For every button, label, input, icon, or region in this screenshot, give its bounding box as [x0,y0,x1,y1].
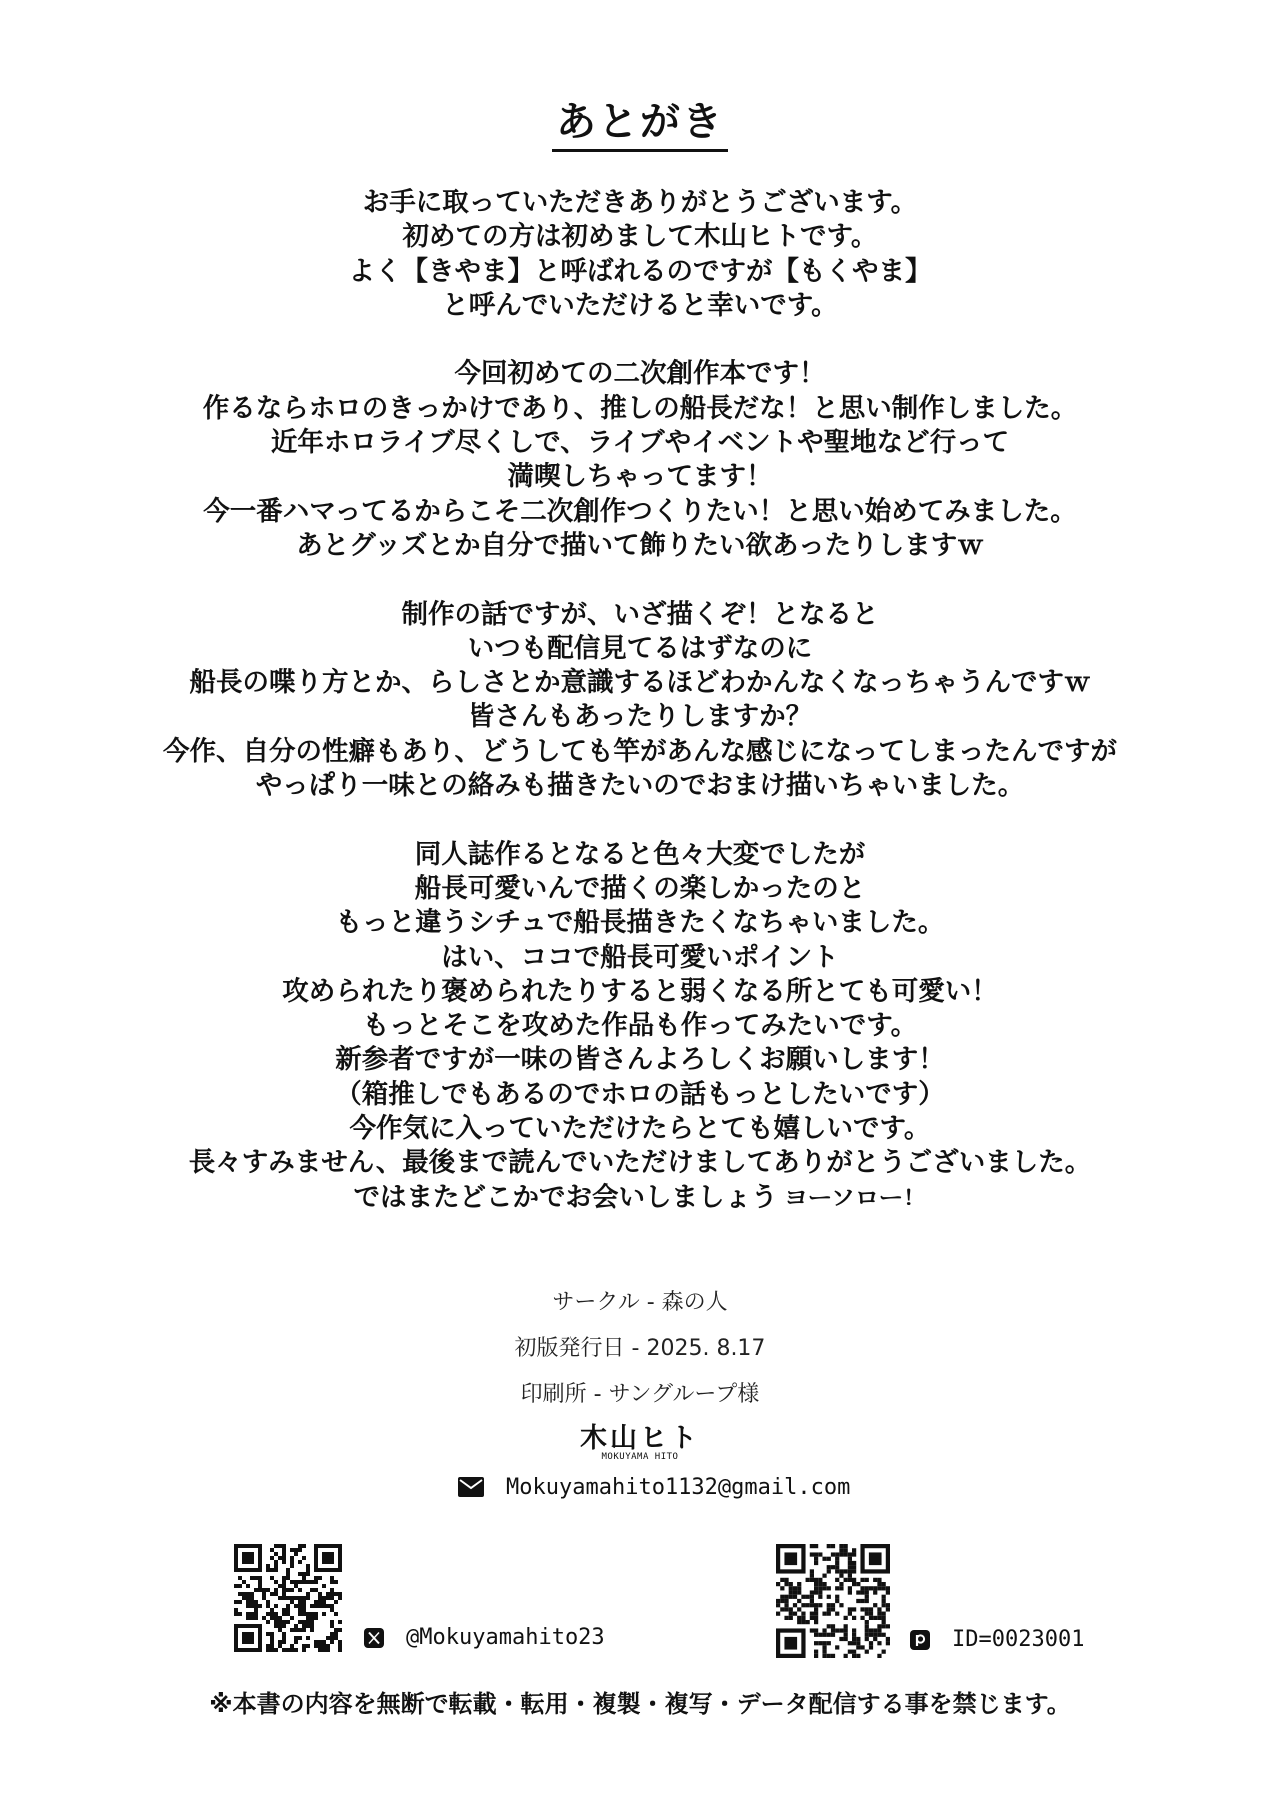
text-line: いつも配信見てるはずなのに [467,632,813,664]
text-line: 皆さんもあったりしますか？ [467,701,813,733]
afterword-body [60,186,1220,1249]
text-line: 今回初めての二次創作本です！ [454,358,826,390]
mail-icon [458,1477,484,1497]
text-line: 新参者ですが一味の皆さんよろしくお願いします！ [335,1044,945,1076]
qr-code-icon[interactable] [234,1544,342,1652]
text-line: はい、ココで船長可愛いポイント [441,941,839,973]
author-romanized: MOKUYAMA HITO [601,1452,679,1462]
text-line: 同人誌作るとなると色々大変でしたが [414,838,866,870]
text-line: 近年ホロライブ尽くしで、ライブやイベントや聖地など行って [270,427,1010,459]
text-line: 今作気に入っていただけたらとても嬉しいです。 [349,1113,931,1145]
text-line: 制作の話ですが、いざ描くぞ！となると [401,598,879,630]
text-line: 作るならホロのきっかけであり、推しの船長だな！と思い制作しました。 [202,392,1078,424]
qr-code-icon[interactable] [776,1544,890,1658]
publish-date-line: 初版発行日 - 2025. 8.17 [514,1336,766,1361]
x-account-row [364,1625,605,1650]
copyright-notice: ※本書の内容を無断で転載・転用・複製・複写・データ配信する事を禁じます。 [209,1690,1071,1718]
text-line: 今一番ハマってるからこそ二次創作つくりたい！と思い始めてみました。 [203,495,1077,527]
email-link[interactable]: Mokuyamahito1132@gmail.com [506,1474,851,1500]
text-line: 満喫しちゃってます！ [507,461,773,493]
paragraph-2 [60,357,1220,563]
pixiv-account-row [910,1627,1084,1652]
author-name: 木山ヒト [580,1423,700,1454]
text-line: 長々すみません、最後まで読んでいただけましてありがとうございました。 [188,1147,1092,1179]
text-line: よく【きやま】と呼ばれるのですが【もくやま】 [348,255,932,287]
closing-line [60,1181,1220,1215]
text-line: あとグッズとか自分で描いて飾りたい欲あったりしますｗ [296,529,984,561]
x-handle[interactable]: @Mokuyamahito23 [406,1625,605,1650]
text-line: お手に取っていただきありがとうございます。 [362,187,918,218]
pixiv-logo-icon [910,1630,930,1650]
page-title [0,90,1280,152]
pixiv-id[interactable]: ID=0023001 [952,1627,1085,1652]
closing-text: ではまたどこかでお会いしましょう [353,1181,778,1213]
text-line: もっと違うシチュで船長描きたくなちゃいました。 [335,907,945,939]
text-line: （箱推しでもあるのでホロの話もっとしたいです） [335,1078,945,1110]
email-row [458,1472,850,1502]
text-line: もっとそこを攻めた作品も作ってみたいです。 [362,1010,918,1042]
title-text: あとがき [552,90,728,152]
x-logo-icon [364,1628,384,1648]
text-line: 船長の喋り方とか、らしさとか意識するほどわかんなくなっちゃうんですｗ [189,667,1091,699]
printer-line: 印刷所 - サングループ様 [520,1382,760,1407]
text-line: と呼んでいただけると幸いです。 [442,289,838,321]
text-line: 今作、自分の性癖もあり、どうしても竿があんな感じになってしまったんですが [163,735,1117,767]
text-line: 初めての方は初めまして木山ヒトです。 [402,221,878,253]
paragraph-3 [60,598,1220,804]
text-line: 攻められたり褒められたりすると弱くなる所とても可愛い！ [282,975,998,1007]
paragraph-1 [60,186,1220,323]
text-line: やっぱり一味との絡みも描きたいのでおまけ描いちゃいました。 [255,770,1025,802]
yosoro-stylized-text: ヨーソロー！ [783,1185,927,1210]
paragraph-4 [60,838,1220,1215]
circle-line: サークル - 森の人 [552,1290,728,1315]
text-line: 船長可愛いんで描くの楽しかったのと [414,872,866,904]
